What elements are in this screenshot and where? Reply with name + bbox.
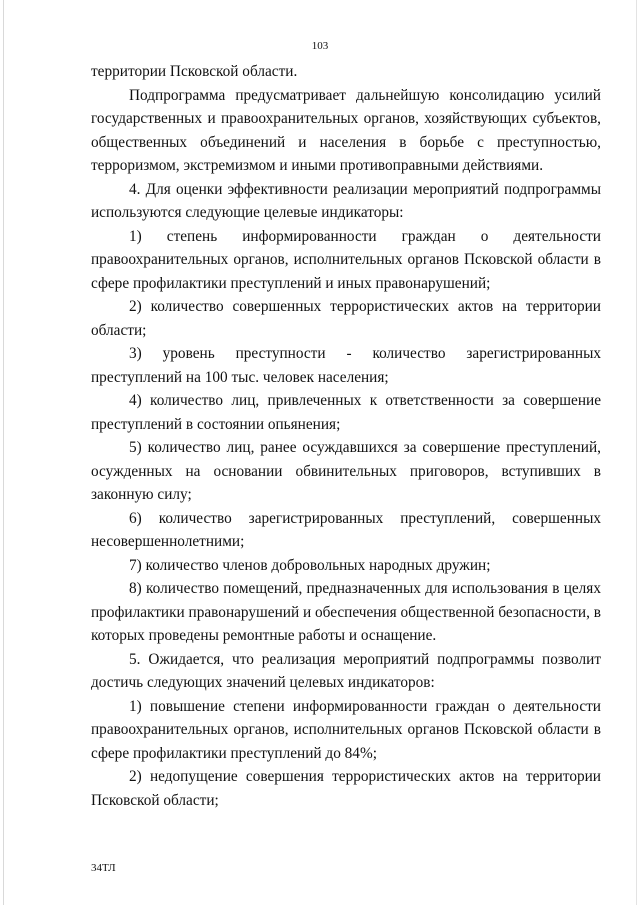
page-number: 103	[311, 40, 329, 52]
paragraph-subprogram-consolidation: Подпрограмма предусматривает дальнейшую консолидацию усилий государственных и правоохранительных органов, хозяйствующих субъектов, общественных объединений и населения в борьбе с преступностью, терроризмом, экстремизмом и иными противоправными действиями.	[91, 86, 601, 174]
indicator-8: 8) количество помещений, предназначенных для использования в целях профилактики правонарушений и обеспечения общественной безопасности, в которых проведены ремонтные работы и оснащение.	[91, 580, 601, 644]
indicator-7: 7) количество членов добровольных народных дружин;	[129, 556, 491, 574]
indicator-1: 1) степень информированности граждан о деятельности правоохранительных органов, исполнительных органов Псковской области в сфере профилактики преступлений и иных правонарушений;	[91, 227, 601, 292]
paragraph-continuation: территории Псковской области.	[91, 63, 298, 80]
page-edge-right	[636, 0, 637, 905]
page-edge-left	[3, 0, 4, 905]
indicator-3: 3) уровень преступности - количество зарегистрированных преступлений на 100 тыс. человек населения;	[91, 345, 601, 386]
indicator-2: 2) количество совершенных террористических актов на территории области;	[91, 298, 601, 339]
indicator-5: 5) количество лиц, ранее осуждавшихся за совершение преступлений, осужденных на основании обвинительных приговоров, вступивших в законную силу;	[91, 439, 601, 503]
footer-document-code: 34ТЛ	[91, 862, 116, 874]
indicator-4: 4) количество лиц, привлеченных к ответственности за совершение преступлений в состоянии опьянения;	[91, 392, 601, 433]
expected-result-2: 2) недопущение совершения террористических актов на территории Псковской области;	[91, 768, 601, 809]
document-body	[91, 60, 601, 812]
paragraph-item-5-expected: 5. Ожидается, что реализация мероприятий подпрограммы позволит достичь следующих значений целевых индикаторов:	[91, 650, 601, 691]
indicator-6: 6) количество зарегистрированных преступлений, совершенных несовершеннолетними;	[91, 509, 601, 550]
expected-result-1: 1) повышение степени информированности граждан о деятельности правоохранительных органов, исполнительных органов Псковской области в сфере профилактики преступлений до 84%;	[91, 697, 601, 762]
paragraph-item-4-indicators: 4. Для оценки эффективности реализации мероприятий подпрограммы используются следующие целевые индикаторы:	[91, 180, 601, 221]
